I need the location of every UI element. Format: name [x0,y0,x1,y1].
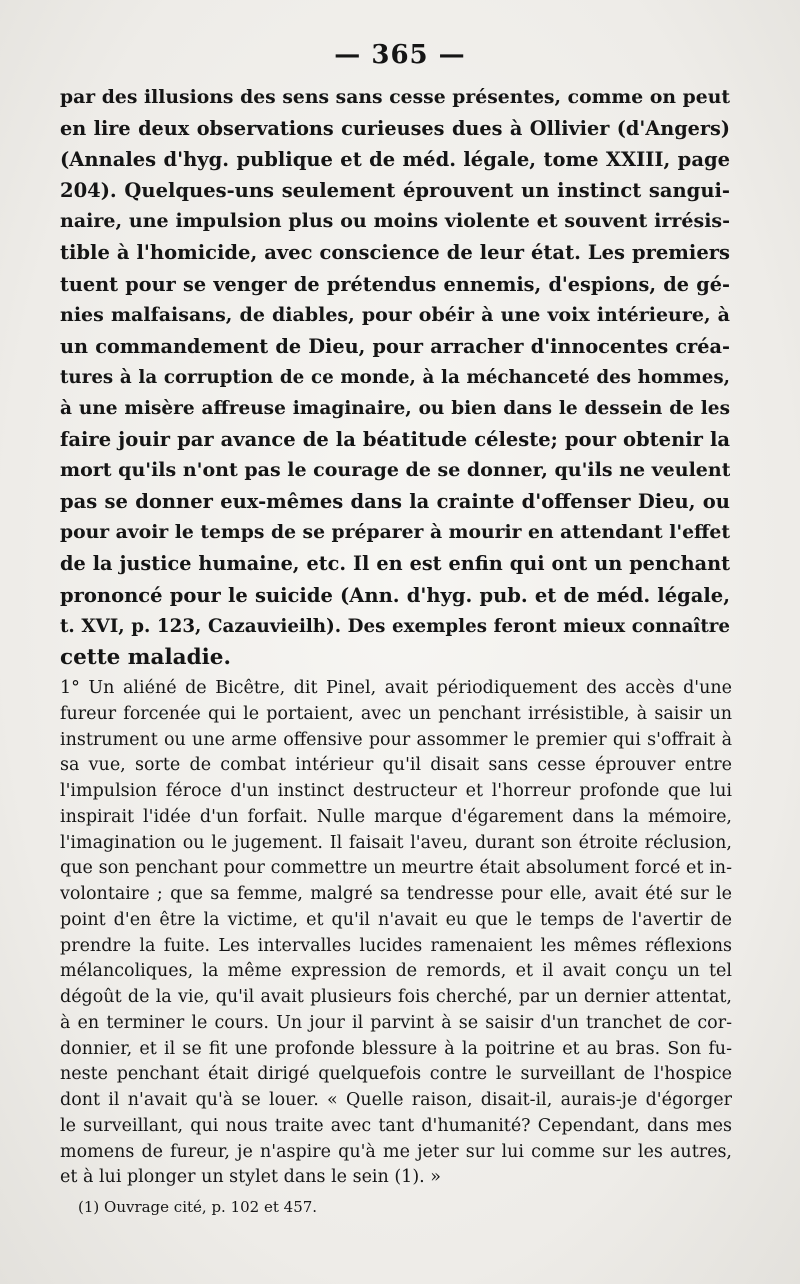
quote-line: le surveillant, qui nous traite avec tant d'humanité? Cependant, dans mes [60,1115,732,1136]
quote-line: à en terminer le cours. Un jour il parvint à se saisir d'un tranchet de cor- [60,1012,732,1033]
quote-line: inspirait l'idée d'un forfait. Nulle marque d'égarement dans la mémoire, [60,806,732,827]
text-line: prononcé pour le suicide (Ann. d'hyg. pub. et de méd. légale, [60,583,730,607]
quote-line: instrument ou une arme offensive pour assommer le premier qui s'offrait à [60,729,732,750]
text-line: tures à la corruption de ce monde, à la méchanceté des hommes, [60,366,730,388]
page-number: — 365 — [334,40,466,70]
quote-line: prendre la fuite. Les intervalles lucides ramenaient les mêmes réflexions [60,935,732,956]
text-line: un commandement de Dieu, pour arracher d'innocentes créa- [60,334,730,358]
text-line: en lire deux observations curieuses dues à Ollivier (d'Angers) [60,117,730,141]
text-line: pour avoir le temps de se préparer à mourir en attendant l'effet [60,521,730,544]
text-line: naire, une impulsion plus ou moins violente et souvent irrésis- [60,210,730,233]
quote-line: et à lui plonger un stylet dans le sein (1). » [60,1167,441,1188]
quote-line: 1° Un aliéné de Bicêtre, dit Pinel, avait périodiquement des accès d'une [60,678,732,698]
quote-line: neste penchant était dirigé quelquefois contre le surveillant de l'hospice [60,1064,732,1085]
quote-line: dont il n'avait qu'à se louer. « Quelle raison, disait-il, aurais-je d'égorger [60,1090,732,1110]
text-line: par des illusions des sens sans cesse présentes, comme on peut [60,86,730,108]
quote-line: que son penchant pour commettre un meurtre était absolument forcé et in- [60,858,732,879]
text-line: 204). Quelques-uns seulement éprouvent un instinct sangui- [60,179,730,203]
quote-line: volontaire ; que sa femme, malgré sa tendresse pour elle, avait été sur le [60,884,732,904]
text-line: faire jouir par avance de la béatitude céleste; pour obtenir la [60,428,730,452]
text-line: tible à l'homicide, avec conscience de leur état. Les premiers [60,241,730,265]
text-line: à une misère affreuse imaginaire, ou bien dans le dessein de les [60,397,730,419]
quote-line: l'impulsion féroce d'un instinct destructeur et l'horreur profonde que lui [60,781,732,801]
quote-line: donnier, et il se fit une profonde blessure à la poitrine et au bras. Son fu- [60,1038,732,1059]
text-line: nies malfaisans, de diables, pour obéir à une voix intérieure, à [60,303,730,326]
quote-line: momens de fureur, je n'aspire qu'à me jeter sur lui comme sur les autres, [60,1141,732,1162]
quote-line: sa vue, sorte de combat intérieur qu'il disait sans cesse éprouver entre [60,755,732,776]
quote-line: fureur forcenée qui le portaient, avec un penchant irrésistible, à saisir un [60,703,732,724]
text-line: de la justice humaine, etc. Il en est enfin qui ont un penchant [60,552,730,576]
quote-line: l'imagination ou le jugement. Il faisait l'aveu, durant son étroite réclusion, [60,832,732,853]
text-line: (Annales d'hyg. publique et de méd. légale, tome XXIII, page [60,148,730,172]
quoted-case-paragraph [60,676,732,1191]
text-line: mort qu'ils n'ont pas le courage de se donner, qu'ils ne veulent [60,459,730,482]
text-line: pas se donner eux-mêmes dans la crainte d'offenser Dieu, ou [60,490,730,514]
text-line: cette maladie. [60,644,231,670]
main-paragraph [60,82,730,673]
text-line: tuent pour se venger de prétendus ennemis, d'espions, de gé- [60,272,730,296]
quote-line: dégoût de la vie, qu'il avait plusieurs fois cherché, par un dernier attentat, [60,987,732,1007]
quote-line: mélancoliques, la même expression de remords, et il avait conçu un tel [60,961,732,982]
text-line: t. XVI, p. 123, Cazauvieilh). Des exemples feront mieux connaître [60,615,730,637]
quote-line: point d'en être la victime, et qu'il n'avait eu que le temps de l'avertir de [60,909,732,930]
footnote: (1) Ouvrage cité, p. 102 et 457. [78,1198,318,1216]
